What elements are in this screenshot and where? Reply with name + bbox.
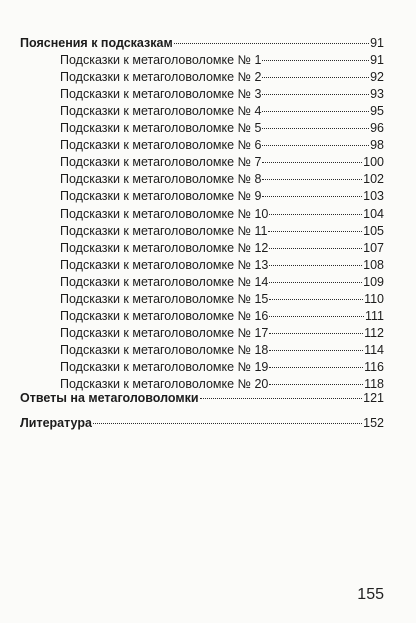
toc-entry-hint-11[interactable] (60, 222, 384, 240)
toc-entry-page: 91 (370, 53, 384, 67)
toc-entry-title: Подсказки к метаголоволомке № 11 (60, 223, 268, 238)
toc-entry-page: 102 (363, 172, 384, 187)
toc-entry-hint-1[interactable] (60, 51, 384, 69)
toc-entry-title: Подсказки к метаголоволомке № 8 (60, 172, 262, 187)
toc-entry-hint-17[interactable] (60, 324, 384, 342)
toc-entry-page: 152 (363, 416, 384, 430)
toc-entry-hint-19[interactable] (60, 358, 384, 376)
dot-leader (269, 282, 362, 283)
toc-entry-page: 103 (363, 189, 384, 204)
dot-leader (269, 214, 362, 215)
dot-leader (262, 94, 369, 95)
toc-entry-hint-2[interactable] (60, 68, 384, 86)
toc-entry-page: 104 (363, 206, 384, 221)
dot-leader (269, 248, 362, 249)
dot-leader (262, 128, 369, 129)
toc-entry-page: 116 (364, 359, 384, 374)
toc-entry-page: 91 (370, 36, 384, 50)
toc-entry-page: 96 (370, 121, 384, 136)
toc-entry-hint-12[interactable] (60, 239, 384, 257)
toc-entry-title: Подсказки к метаголоволомке № 14 (60, 274, 269, 289)
toc-entry-page: 118 (364, 376, 384, 391)
toc-entry-title: Подсказки к метаголоволомке № 5 (60, 121, 262, 136)
toc-entry-title: Подсказки к метаголоволомке № 10 (60, 206, 269, 221)
toc-entry-title: Подсказки к метаголоволомке № 2 (60, 70, 262, 84)
toc-entry-answers[interactable] (20, 389, 384, 407)
toc-entry-page: 92 (370, 70, 384, 84)
toc-entry-hint-9[interactable] (60, 187, 384, 205)
toc-entry-title: Ответы на метаголоволомки (20, 391, 199, 405)
toc-entry-hint-15[interactable] (60, 290, 384, 308)
toc-entry-title: Подсказки к метаголоволомке № 16 (60, 308, 269, 323)
toc-entry-page: 112 (364, 325, 384, 340)
dot-leader (200, 398, 363, 399)
toc-entry-title: Подсказки к метаголоволомке № 4 (60, 104, 262, 119)
toc-entry-title: Подсказки к метаголоволомке № 1 (60, 53, 262, 67)
toc-entry-page: 108 (363, 257, 384, 272)
dot-leader (174, 43, 369, 44)
dot-leader (262, 111, 369, 112)
toc-entry-hint-6[interactable] (60, 136, 384, 154)
toc-entry-page: 110 (364, 291, 384, 306)
toc-entry-hint-18[interactable] (60, 341, 384, 359)
dot-leader (262, 77, 369, 78)
toc-entry-title: Подсказки к метаголоволомке № 12 (60, 240, 269, 255)
dot-leader (269, 367, 363, 368)
toc-entry-page: 114 (364, 342, 384, 357)
toc-entry-page: 111 (364, 308, 384, 323)
toc-entry-hint-4[interactable] (60, 102, 384, 120)
dot-leader (262, 60, 369, 61)
toc-entry-hint-14[interactable] (60, 273, 384, 291)
toc-entry-title: Подсказки к метаголоволомке № 7 (60, 155, 262, 170)
toc-entry-title: Подсказки к метаголоволомке № 18 (60, 342, 269, 357)
dot-leader (269, 384, 363, 385)
toc-entry-title: Подсказки к метаголоволомке № 17 (60, 325, 269, 340)
toc-entry-literature[interactable] (20, 414, 384, 432)
dot-leader (262, 145, 369, 146)
toc-entry-hint-7[interactable] (60, 153, 384, 171)
dot-leader (269, 265, 362, 266)
dot-leader (269, 299, 363, 300)
toc-entry-title: Подсказки к метаголоволомке № 9 (60, 189, 262, 204)
toc-entry-hint-3[interactable] (60, 85, 384, 103)
toc-entry-title: Подсказки к метаголоволомке № 13 (60, 257, 269, 272)
dot-leader (262, 179, 362, 180)
toc-entry-hint-13[interactable] (60, 256, 384, 274)
dot-leader (268, 231, 362, 232)
toc-entry-title: Подсказки к метаголоволомке № 3 (60, 87, 262, 102)
toc-entry-page: 93 (370, 87, 384, 102)
toc-entry-page: 109 (363, 274, 384, 289)
toc-entry-hint-8[interactable] (60, 170, 384, 188)
toc-entry-title: Литература (20, 416, 92, 430)
toc-entry-title: Подсказки к метаголоволомке № 19 (60, 359, 269, 374)
toc-entry-hints-explanations[interactable] (20, 34, 384, 52)
toc-entry-title: Пояснения к подсказкам (20, 36, 173, 50)
toc-entry-hint-5[interactable] (60, 119, 384, 137)
toc-entry-title: Подсказки к метаголоволомке № 15 (60, 291, 269, 306)
toc-entry-page: 107 (363, 240, 384, 255)
toc-entry-page: 98 (370, 138, 384, 153)
toc-entry-hint-16[interactable] (60, 307, 384, 325)
toc-entry-title: Подсказки к метаголоволомке № 20 (60, 376, 269, 391)
dot-leader (262, 162, 362, 163)
page-number: 155 (357, 586, 384, 603)
dot-leader (269, 350, 363, 351)
dot-leader (269, 333, 363, 334)
toc-entry-hint-10[interactable] (60, 205, 384, 223)
toc-entry-page: 95 (370, 104, 384, 119)
toc-entry-page: 100 (363, 155, 384, 170)
dot-leader (269, 316, 364, 317)
dot-leader (93, 423, 362, 424)
dot-leader (262, 196, 362, 197)
toc-entry-page: 121 (363, 391, 384, 405)
toc-entry-title: Подсказки к метаголоволомке № 6 (60, 138, 262, 153)
toc-entry-page: 105 (363, 223, 384, 238)
